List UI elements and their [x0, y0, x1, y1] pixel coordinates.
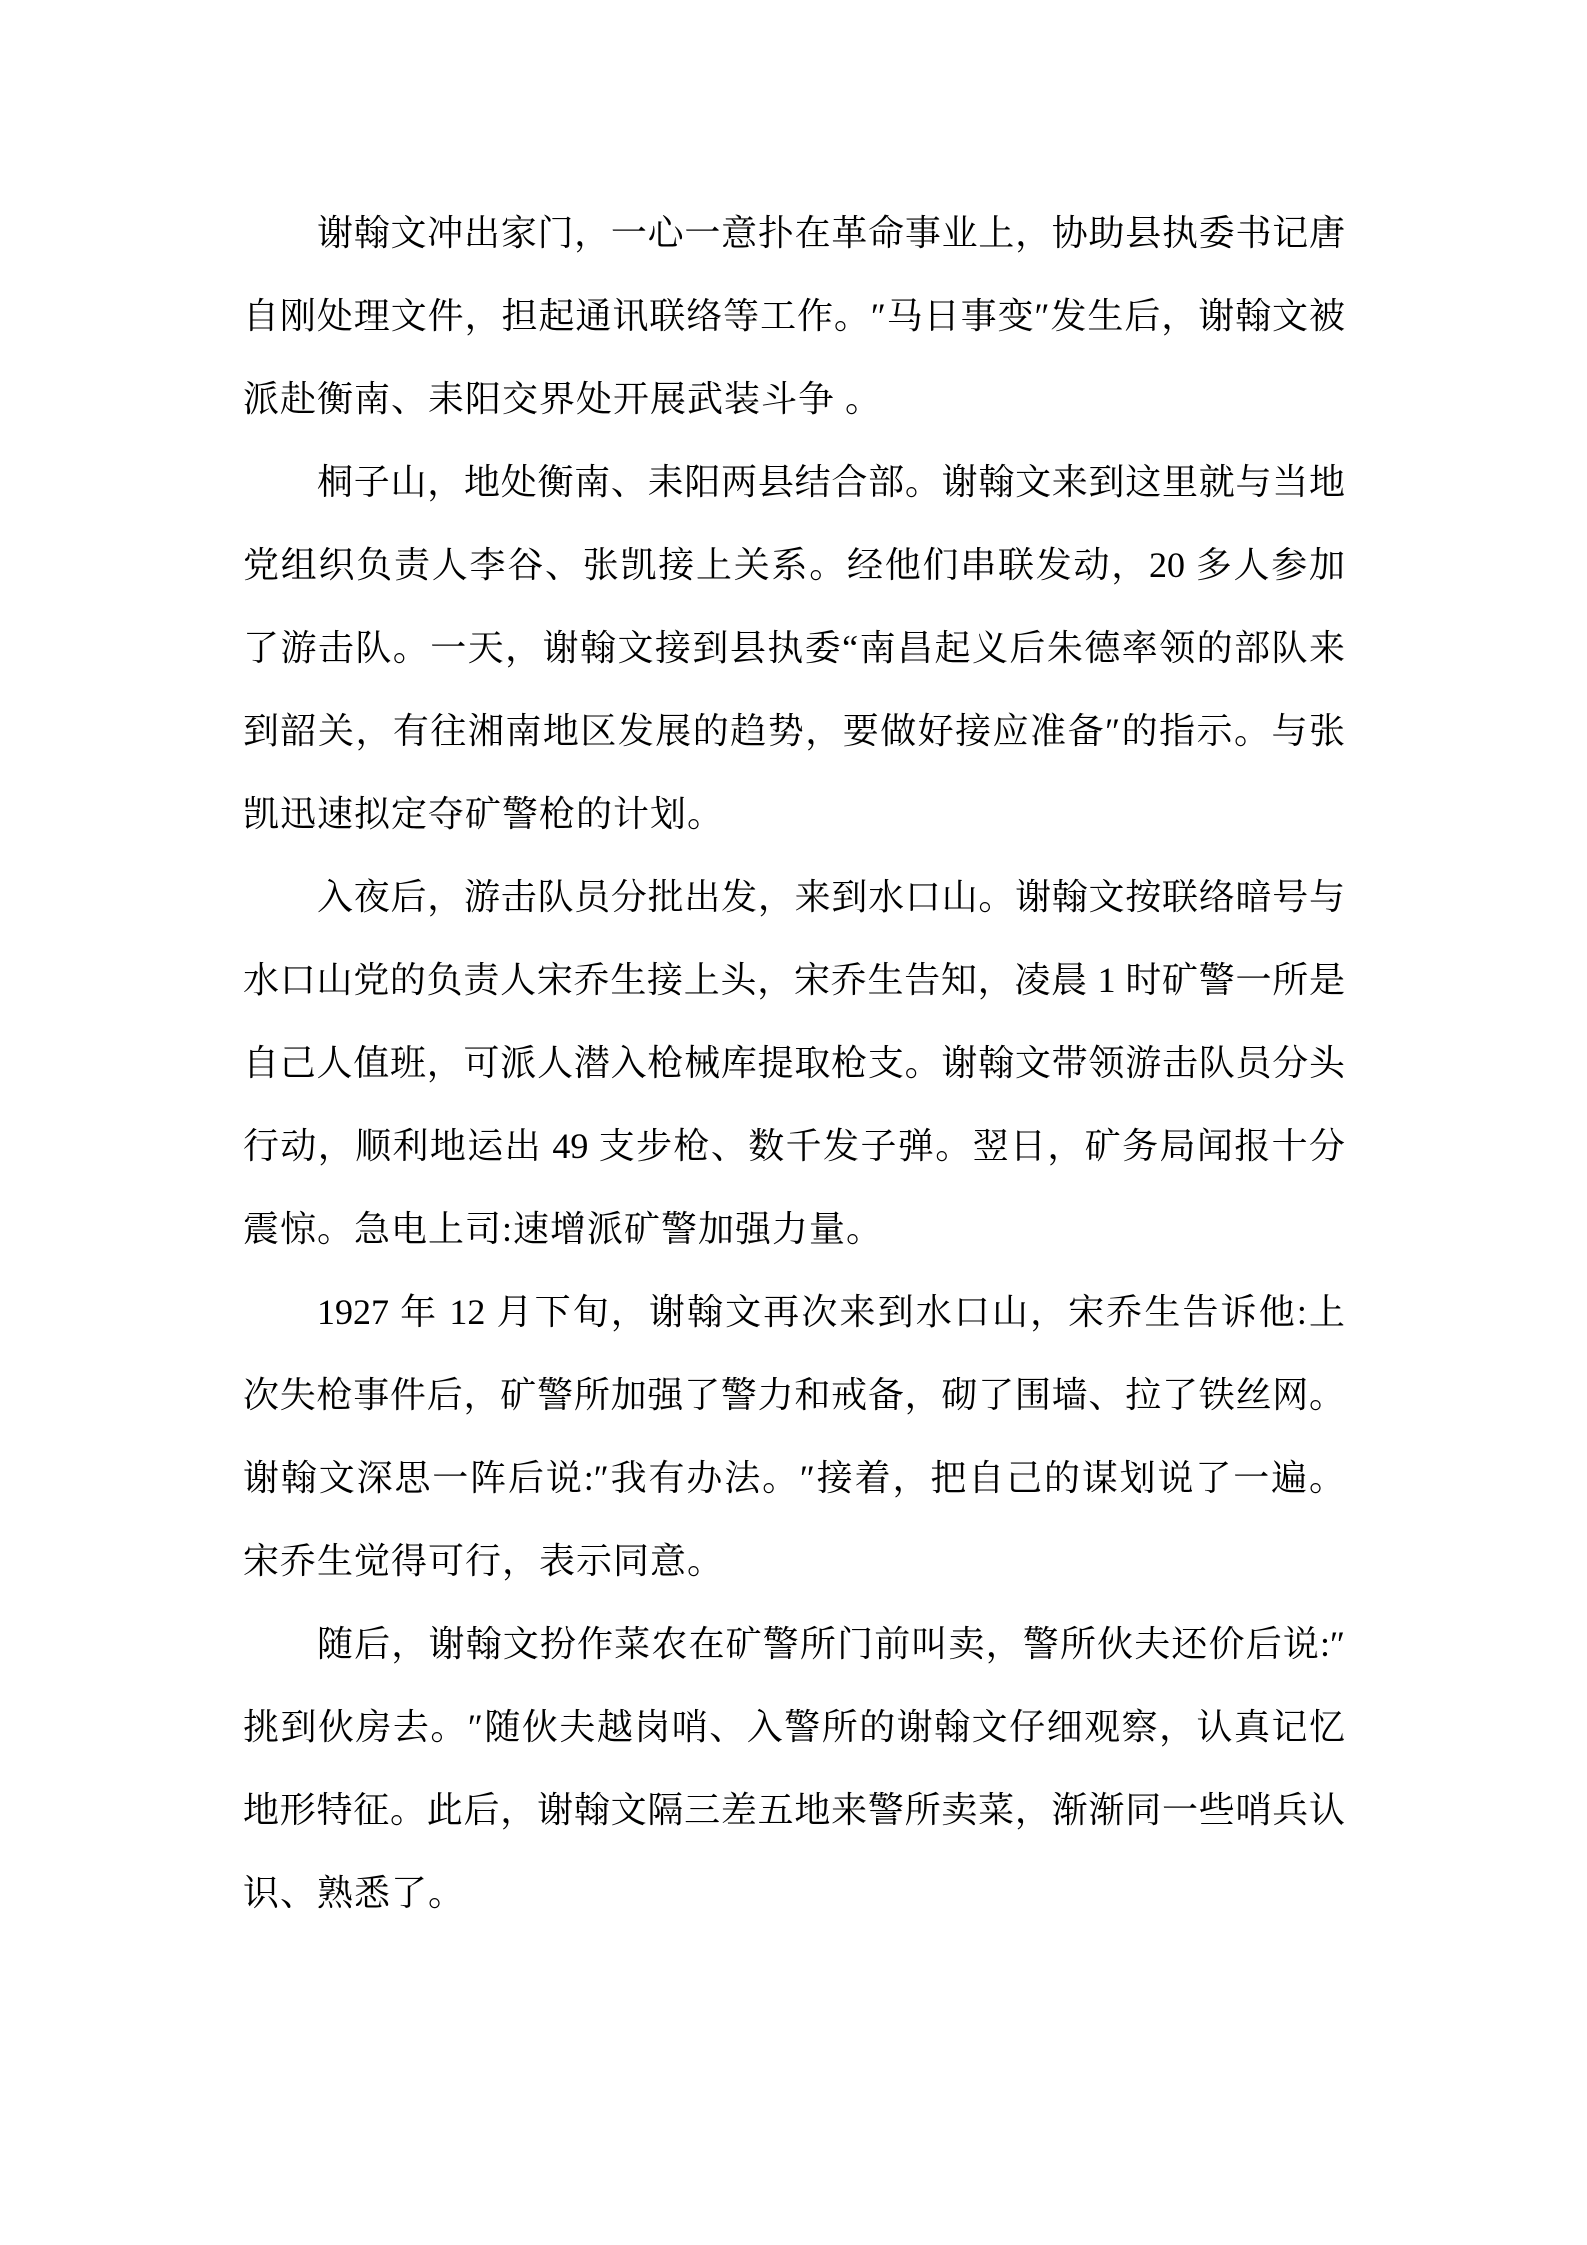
paragraph — [243, 192, 1345, 441]
text-line: 入夜后，游击队员分批出发，来到水口山。谢翰文按联络暗号与 — [317, 877, 1345, 917]
paragraph — [243, 1271, 1345, 1603]
text-line: 谢翰文深思一阵后说:″我有办法。″接着，把自己的谋划说了一遍。 — [243, 1458, 1345, 1498]
text-line: 了游击队。一天，谢翰文接到县执委“南昌起义后朱德率领的部队来 — [243, 628, 1345, 668]
text-line: 桐子山，地处衡南、耒阳两县结合部。谢翰文来到这里就与当地 — [317, 462, 1345, 502]
text-line: 派赴衡南、耒阳交界处开展武装斗争 。 — [243, 379, 883, 419]
document-content — [243, 192, 1345, 1935]
text-line: 1927 年 12 月下旬，谢翰文再次来到水口山，宋乔生告诉他:上 — [317, 1292, 1345, 1332]
text-line: 凯迅速拟定夺矿警枪的计划。 — [243, 794, 725, 834]
text-line: 识、熟悉了。 — [243, 1873, 466, 1913]
paragraph — [243, 1603, 1345, 1935]
text-line: 谢翰文冲出家门，一心一意扑在革命事业上，协助县执委书记唐 — [317, 213, 1345, 253]
paragraph — [243, 441, 1345, 856]
text-line: 次失枪事件后，矿警所加强了警力和戒备，砌了围墙、拉了铁丝网。 — [243, 1375, 1345, 1415]
paragraph — [243, 856, 1345, 1271]
text-line: 党组织负责人李谷、张凯接上关系。经他们串联发动，20 多人参加 — [243, 545, 1345, 585]
text-line: 水口山党的负责人宋乔生接上头，宋乔生告知，凌晨 1 时矿警一所是 — [243, 960, 1345, 1000]
text-line: 震惊。急电上司:速增派矿警加强力量。 — [243, 1209, 884, 1249]
text-line: 自刚处理文件，担起通讯联络等工作。″马日事变″发生后，谢翰文被 — [243, 296, 1345, 336]
text-line: 自己人值班，可派人潜入枪械库提取枪支。谢翰文带领游击队员分头 — [243, 1043, 1345, 1083]
text-line: 行动，顺利地运出 49 支步枪、数千发子弹。翌日，矿务局闻报十分 — [243, 1126, 1345, 1166]
text-line: 地形特征。此后，谢翰文隔三差五地来警所卖菜，渐渐同一些哨兵认 — [243, 1790, 1345, 1830]
text-line: 挑到伙房去。″随伙夫越岗哨、入警所的谢翰文仔细观察，认真记忆 — [243, 1707, 1345, 1747]
text-line: 随后，谢翰文扮作菜农在矿警所门前叫卖，警所伙夫还价后说:″ — [317, 1624, 1345, 1664]
text-line: 到韶关，有往湘南地区发展的趋势，要做好接应准备″的指示。与张 — [243, 711, 1345, 751]
text-line: 宋乔生觉得可行，表示同意。 — [243, 1541, 725, 1581]
